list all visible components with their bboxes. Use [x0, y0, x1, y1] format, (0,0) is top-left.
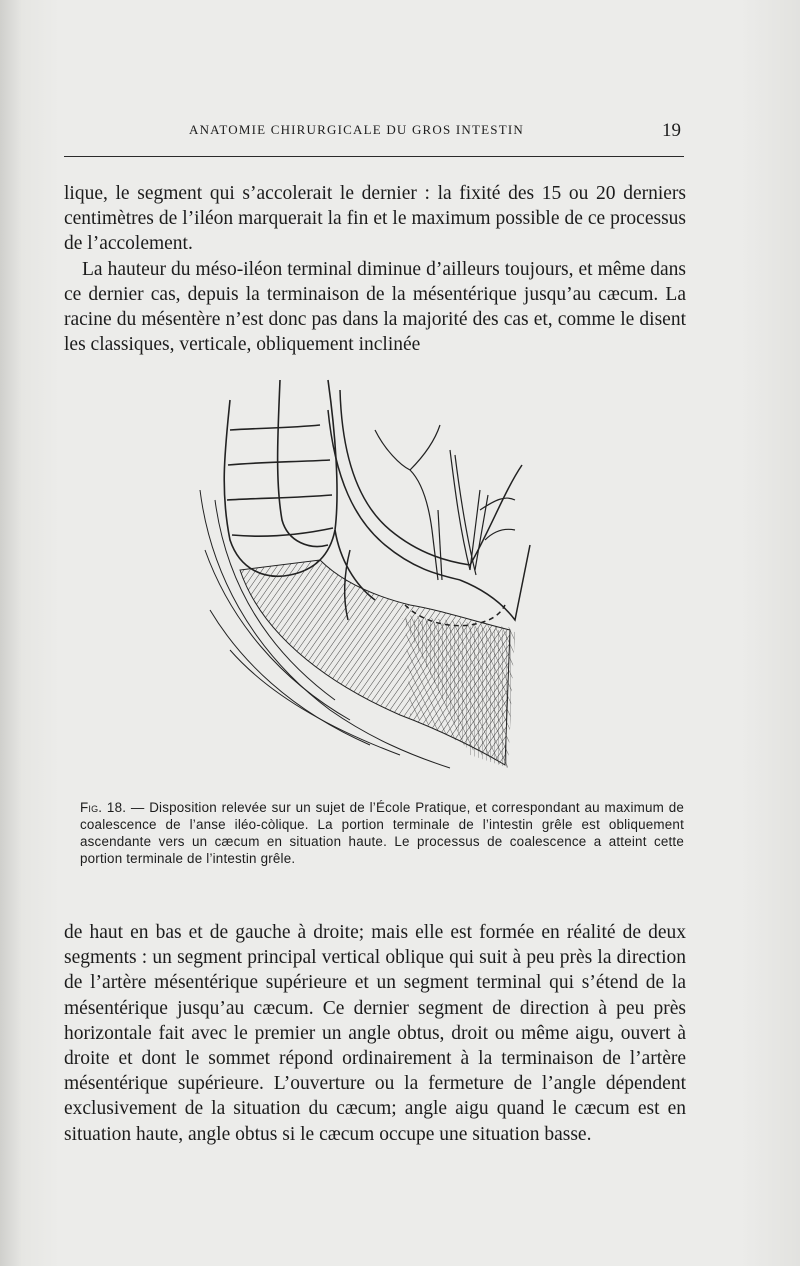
- page-number: 19: [662, 120, 681, 141]
- paragraph-continuation: de haut en bas et de gauche à droite; mais elle est formée en réalité de deux segments : un segment principal vertical oblique qui suit à peu près la direction de l’artère mésentérique supérieure et un segment terminal qui s’étend de la mésentérique jusqu’au cæcum. Ce dernier segment de direction à peu près horizontale fait avec le premier un angle obtus, droit ou même aigu, ouvert à droite et dont le sommet répond ordinairement à la terminaison de l’artère mésentérique supérieure. L’ouverture ou la fermeture de l’angle dépendent exclusivement de la situation du cæcum; angle aigu quand le cæcum est en situation haute, angle obtus si le cæcum occupe une situation basse.: [64, 922, 686, 1145]
- anatomical-illustration: [170, 370, 610, 780]
- running-head-title: ANATOMIE CHIRURGICALE DU GROS INTESTIN: [189, 122, 524, 137]
- figure-caption: [80, 799, 684, 867]
- figure-caption-text: — Disposition relevée sur un sujet de l’École Pratique, et correspondant au maximum de coalescence de l’anse iléo-còlique. La portion terminale de l’intestin grêle est obliquement ascendante vers un cæcum en situation haute. Le processus de coalescence a atteint cette portion terminale de l’intestin grêle.: [80, 800, 684, 866]
- figure-label: Fig. 18.: [80, 800, 127, 815]
- mesentery-hatched-area: [240, 560, 515, 768]
- body-text-top: [64, 181, 686, 357]
- mesenteric-vessels: [375, 425, 515, 580]
- body-text-bottom: [64, 920, 686, 1147]
- header-rule: [64, 156, 684, 157]
- running-head: [64, 120, 684, 146]
- paragraph: La hauteur du méso-iléon terminal diminue d’ailleurs toujours, et même dans ce dernier cas, depuis la terminaison de la mésentérique jusqu’au cæcum. La racine du mésentère n’est donc pas dans la majorité des cas et, comme le disent les classiques, verticale, obliquement inclinée: [64, 258, 686, 356]
- figure-drawing: [170, 370, 610, 780]
- paragraph-continuation: lique, le segment qui s’accolerait le dernier : la fixité des 15 ou 20 derniers centimètres de l’iléon marquerait la fin et le maximum possible de ce processus de l’accolement.: [64, 183, 686, 255]
